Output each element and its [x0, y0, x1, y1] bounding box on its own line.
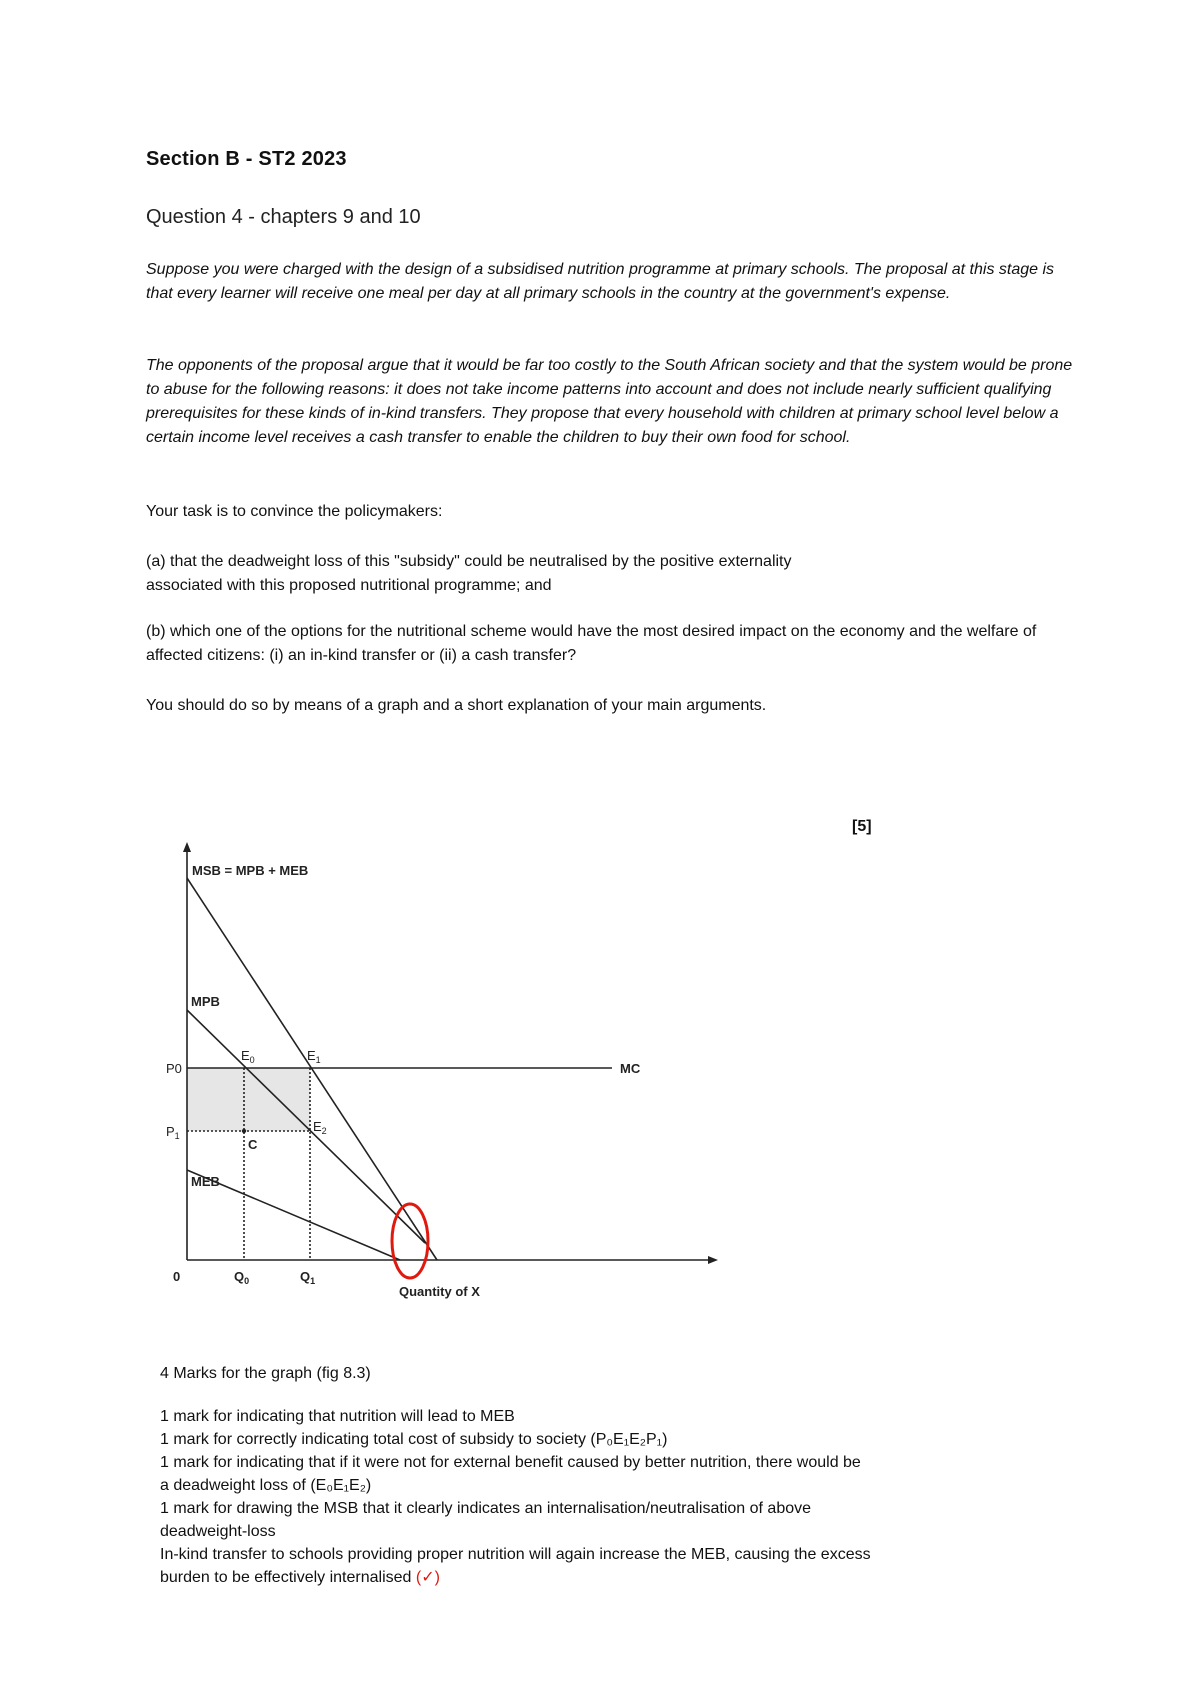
x-axis-label: Quantity of X — [399, 1284, 480, 1299]
marking-line-8 — [160, 1566, 1020, 1589]
e1-label: $E_1$ — [307, 1048, 321, 1065]
point-c-dot — [242, 1129, 246, 1133]
subsidy-cost-area — [187, 1068, 310, 1131]
origin-label: 0 — [173, 1269, 181, 1284]
q0-label: $Q_0$ — [234, 1269, 250, 1286]
section-title: Section B - ST2 2023 — [146, 148, 347, 170]
question-heading: Question 4 - chapters 9 and 10 — [146, 206, 421, 228]
e0-label: $E_0$ — [241, 1048, 255, 1065]
mpb-label: MPB — [191, 994, 220, 1009]
marking-line-6: deadweight-loss — [160, 1523, 276, 1540]
task-part-a-line-2: associated with this proposed nutritional programme; and — [146, 577, 552, 594]
marking-line-4: a deadweight loss of (E₀E₁E₂) — [160, 1477, 372, 1494]
task-intro: Your task is to convince the policymakers: — [146, 503, 443, 520]
e2-label: $E_2$ — [313, 1119, 327, 1136]
marks-label: [5] — [852, 818, 872, 835]
c-label: C — [248, 1137, 258, 1152]
marking-line-2: 1 mark for correctly indicating total cost of subsidy to society (P₀E₁E₂P₁) — [160, 1431, 668, 1448]
task-instruction: You should do so by means of a graph and a short explanation of your main arguments. — [146, 697, 767, 714]
marking-line-7: In-kind transfer to schools providing proper nutrition will again increase the MEB, causing the excess — [160, 1546, 871, 1563]
task-part-a-line-1: (a) that the deadweight loss of this "subsidy" could be neutralised by the positive externality — [146, 553, 792, 570]
marking-guide — [160, 1405, 1020, 1589]
y-axis-arrow — [183, 842, 191, 852]
marking-heading: 4 Marks for the graph (fig 8.3) — [160, 1365, 371, 1382]
question-paragraph-1: Suppose you were charged with the design of a subsidised nutrition programme at primary schools. The proposal at this stage is that every learner will receive one meal per day at all primary schools in the country at the government's expense. — [146, 261, 1055, 302]
msb-label: MSB = MPB + MEB — [192, 863, 309, 878]
mc-label: MC — [620, 1061, 641, 1076]
marking-line-5: 1 mark for drawing the MSB that it clearly indicates an internalisation/neutralisation of above — [160, 1500, 812, 1517]
p1-label: $P_1$ — [166, 1124, 180, 1141]
task-part-b: (b) which one of the options for the nutritional scheme would have the most desired impact on the economy and the welfare of affected citizens: (i) an in-kind transfer or (ii) a cash transfer? — [146, 623, 1037, 664]
meb-label: MEB — [191, 1174, 220, 1189]
p0-label: P0 — [166, 1061, 182, 1076]
marking-line-1: 1 mark for indicating that nutrition will lead to MEB — [160, 1408, 515, 1425]
q1-label: $Q_1$ — [300, 1269, 316, 1286]
marking-line-8-text: burden to be effectively internalised — [160, 1569, 412, 1586]
question-paragraph-2: The opponents of the proposal argue that it would be far too costly to the South African society and that the system would be prone to abuse for the following reasons: it does not take income patterns into account and does not include nearly sufficient qualifying prerequisites for these kinds of in-kind transfers. They propose that every household with children at primary school level below a certain income level receives a cash transfer to enable the children to buy their own food for school. — [146, 357, 1073, 446]
marking-line-3: 1 mark for indicating that if it were not for external benefit caused by better nutrition, there would be — [160, 1454, 861, 1471]
x-axis-arrow — [708, 1256, 718, 1264]
check-mark-icon: (✓) — [415, 1569, 440, 1586]
